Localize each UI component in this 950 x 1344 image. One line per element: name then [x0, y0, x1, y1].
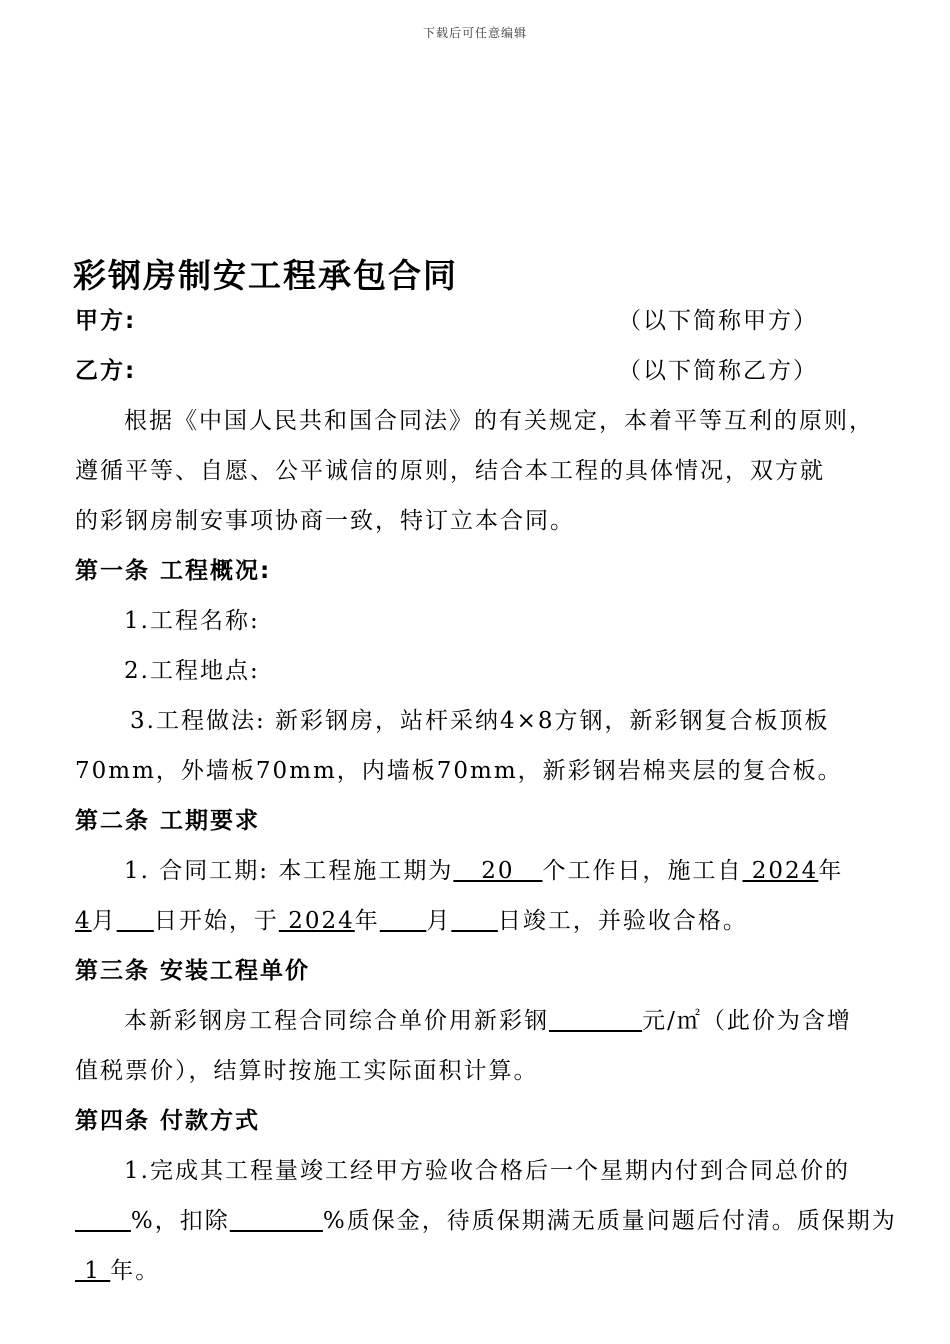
payment-line-3 [75, 1256, 160, 1286]
project-method-line-2: 70mm，外墙板70mm，内墙板70mm，新彩钢岩棉夹层的复合板。 [75, 758, 843, 784]
intro-line-3: 的彩钢房制安事项协商一致，特订立本合同。 [75, 508, 575, 534]
party-a-note: （以下简称甲方） [618, 308, 818, 334]
payment-line-1: 1.完成其工程量竣工经甲方验收合格后一个星期内付到合同总价的 [124, 1158, 850, 1184]
year-unit: 年 [354, 908, 380, 934]
price-line-1 [124, 1006, 852, 1036]
schedule-text: 个工作日，施工自 [542, 858, 743, 884]
payment-text: %质保金，待质保期满无质量问题后付清。质保期为 [322, 1208, 897, 1234]
article-3-heading: 第三条 安装工程单价 [75, 958, 311, 984]
payment-line-2 [75, 1206, 897, 1236]
start-month-field: 4 [75, 908, 92, 934]
page-header: 下载后可任意编辑 [422, 26, 527, 40]
end-day-blank [451, 908, 498, 934]
contract-title: 彩钢房制安工程承包合同 [73, 256, 458, 295]
end-month-blank [380, 908, 427, 934]
party-a-label: 甲方: [75, 308, 137, 334]
schedule-text: 日开始，于 [153, 908, 279, 934]
schedule-text: 1. 合同工期: 本工程施工期为 [124, 858, 454, 884]
schedule-line-2 [75, 906, 748, 936]
unit-price-blank [549, 1008, 642, 1034]
price-text: 元/㎡（此价为含增 [642, 1008, 852, 1034]
start-year-field: 2024 [742, 858, 819, 884]
intro-line-1: 根据《中国人民共和国合同法》的有关规定，本着平等互利的原则， [124, 408, 874, 434]
project-method-line-1: 3.工程做法: 新彩钢房，站杆采纳4×8方钢，新彩钢复合板顶板 [130, 708, 830, 734]
article-1-heading: 第一条 工程概况: [75, 558, 272, 584]
schedule-text: 日竣工，并验收合格。 [497, 908, 748, 934]
party-b-note: （以下简称乙方） [618, 358, 818, 384]
price-line-2: 值税票价），结算时按施工实际面积计算。 [75, 1058, 539, 1084]
article-4-heading: 第四条 付款方式 [75, 1108, 261, 1134]
payment-text: %，扣除 [130, 1208, 230, 1234]
price-text: 本新彩钢房工程合同综合单价用新彩钢 [124, 1008, 549, 1034]
intro-line-2: 遵循平等、自愿、公平诚信的原则，结合本工程的具体情况，双方就 [75, 458, 825, 484]
project-name-item: 1.工程名称: [124, 608, 260, 634]
year-unit: 年。 [110, 1258, 161, 1284]
retention-percent-blank [230, 1208, 323, 1234]
month-unit: 月 [91, 908, 117, 934]
party-b-label: 乙方: [75, 358, 137, 384]
warranty-years-field: 1 [75, 1258, 111, 1284]
project-location-item: 2.工程地点: [124, 658, 260, 684]
end-year-field: 2024 [278, 908, 355, 934]
article-2-heading: 第二条 工期要求 [75, 808, 261, 834]
year-unit: 年 [818, 858, 844, 884]
schedule-line-1 [124, 856, 843, 886]
payment-percent-blank [75, 1208, 131, 1234]
workdays-field: 20 [453, 858, 543, 884]
start-day-blank [117, 908, 154, 934]
month-unit: 月 [426, 908, 452, 934]
